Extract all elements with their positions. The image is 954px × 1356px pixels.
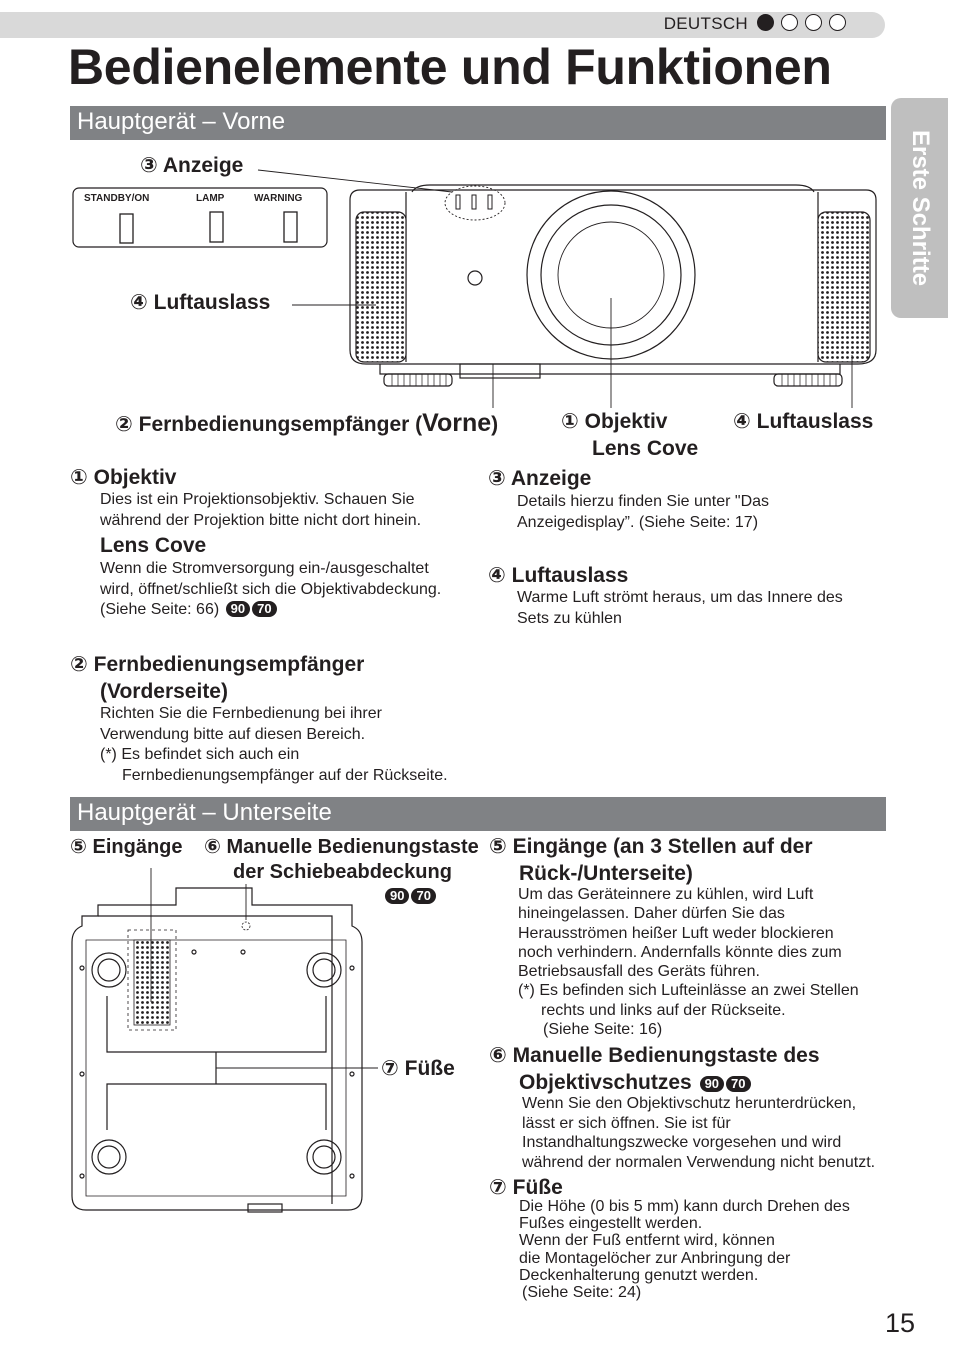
badge-90: 90 (385, 888, 409, 904)
language-label: DEUTSCH (663, 14, 748, 33)
item-luftauslass-text: Warme Luft strömt heraus, um das Innere des Sets zu kühlen (517, 589, 843, 627)
callout-lens-cove: Lens Cove (592, 437, 699, 460)
item-manuelle-text: Wenn Sie den Objektivschutz herunterdrücken, lässt er sich öffnen. Sie ist für Instandhaltungszwecke vorgesehen und wird während der normalen Verwendung nicht benutzt. (522, 1095, 876, 1171)
page-number: 15 (885, 1308, 916, 1338)
item-fuesse-text: Die Höhe (0 bis 5 mm) kann durch Drehen des Fußes eingestellt werden. Wenn der Fuß entfernt wird, können die Montagelöcher zur Anbringung der Deckenhalterung genutzt werden. (Siehe Seite: 24) (519, 1198, 850, 1302)
item-fernbedienung-text: Richten Sie die Fernbedienung bei ihrer Verwendung bitte auf diesen Bereich. (*) Es befindet sich auch ein Fernbedienungsempfänger auf der Rückseite. (100, 705, 448, 784)
item-eingaenge-title: ⑤ Eingänge (an 3 Stellen auf der Rück-/Unterseite) (489, 835, 813, 885)
callout-luftauslass-right: ④ Luftauslass (733, 410, 874, 433)
front-leader-lines (258, 170, 852, 408)
indicator-led-warning (284, 212, 297, 242)
badge-90: 90 (700, 1076, 724, 1092)
indicator-label-standby: STANDBY/ON (84, 193, 150, 204)
page-title: Bedienelemente und Funktionen (68, 39, 832, 95)
callout-eingaenge: ⑤ Eingänge (70, 836, 183, 858)
badge-70: 70 (726, 1076, 750, 1092)
badge-90: 90 (226, 601, 250, 617)
callout-anzeige: ③ Anzeige (140, 154, 244, 177)
indicator-led-standby (120, 214, 133, 243)
section-bottom-header (70, 797, 886, 831)
indicator-label-warning: WARNING (254, 193, 303, 204)
callout-fernbedienung: ② Fernbedienungsempfänger (Vorne) (115, 409, 499, 437)
item-objektiv-text: Dies ist ein Projektionsobjektiv. Schauen Sie während der Projektion bitte nicht dort hinein. (100, 491, 422, 529)
callout-fuesse: ⑦ Füße (381, 1057, 455, 1080)
section-front-title: Hauptgerät – Vorne (77, 108, 286, 135)
item-lens-cove-title: Lens Cove (100, 534, 207, 557)
callout-objektiv: ① Objektiv (561, 410, 668, 433)
indicator-label-lamp: LAMP (196, 193, 225, 204)
projector-bottom-drawing (72, 888, 362, 1212)
item-eingaenge-text: Um das Geräteinnere zu kühlen, wird Luft hineingelassen. Daher dürfen Sie das Herausströmen heißer Luft weder blockieren noch verhindern. Andernfalls könnte dies zum Betriebsausfall des Geräts führen. (*) Es befinden sich Lufteinlässe an zwei Stellen rechts und links auf der Rückseite. (Siehe Seite: 16) (518, 886, 859, 1039)
callout-luftauslass-left: ④ Luftauslass (130, 291, 271, 314)
bottom-leader-lines (151, 868, 378, 1068)
item-fernbedienung-title: ② Fernbedienungsempfänger (Vorderseite) (70, 653, 365, 703)
callout-manuelle-line2: der Schiebeabdeckung (233, 861, 452, 883)
callout-badges (383, 888, 436, 906)
item-anzeige-title: ③ Anzeige (488, 467, 592, 490)
badge-70: 70 (411, 888, 435, 904)
item-manuelle-title: ⑥ Manuelle Bedienungstaste des Objektivschutzes 90 70 (489, 1044, 820, 1094)
section-bottom-title: Hauptgerät – Unterseite (77, 799, 332, 826)
badge-70: 70 (252, 601, 276, 617)
item-fuesse-title: ⑦ Füße (489, 1176, 563, 1199)
item-objektiv-title: ① Objektiv (70, 466, 177, 489)
projector-front-drawing (350, 185, 876, 386)
callout-manuelle-line1: ⑥ Manuelle Bedienungstaste (204, 836, 479, 858)
indicator-led-lamp (210, 212, 223, 242)
side-tab-label: Erste Schritte (906, 129, 934, 287)
item-luftauslass-title: ④ Luftauslass (488, 564, 629, 587)
item-lens-cove-text: Wenn die Stromversorgung ein-/ausgeschaltet wird, öffnet/schließt sich die Objektivabdeckung. (Siehe Seite: 66) 90 70 (100, 560, 442, 618)
item-anzeige-text: Details hierzu finden Sie unter "Das Anzeigedisplay”. (Siehe Seite: 17) (517, 493, 770, 531)
